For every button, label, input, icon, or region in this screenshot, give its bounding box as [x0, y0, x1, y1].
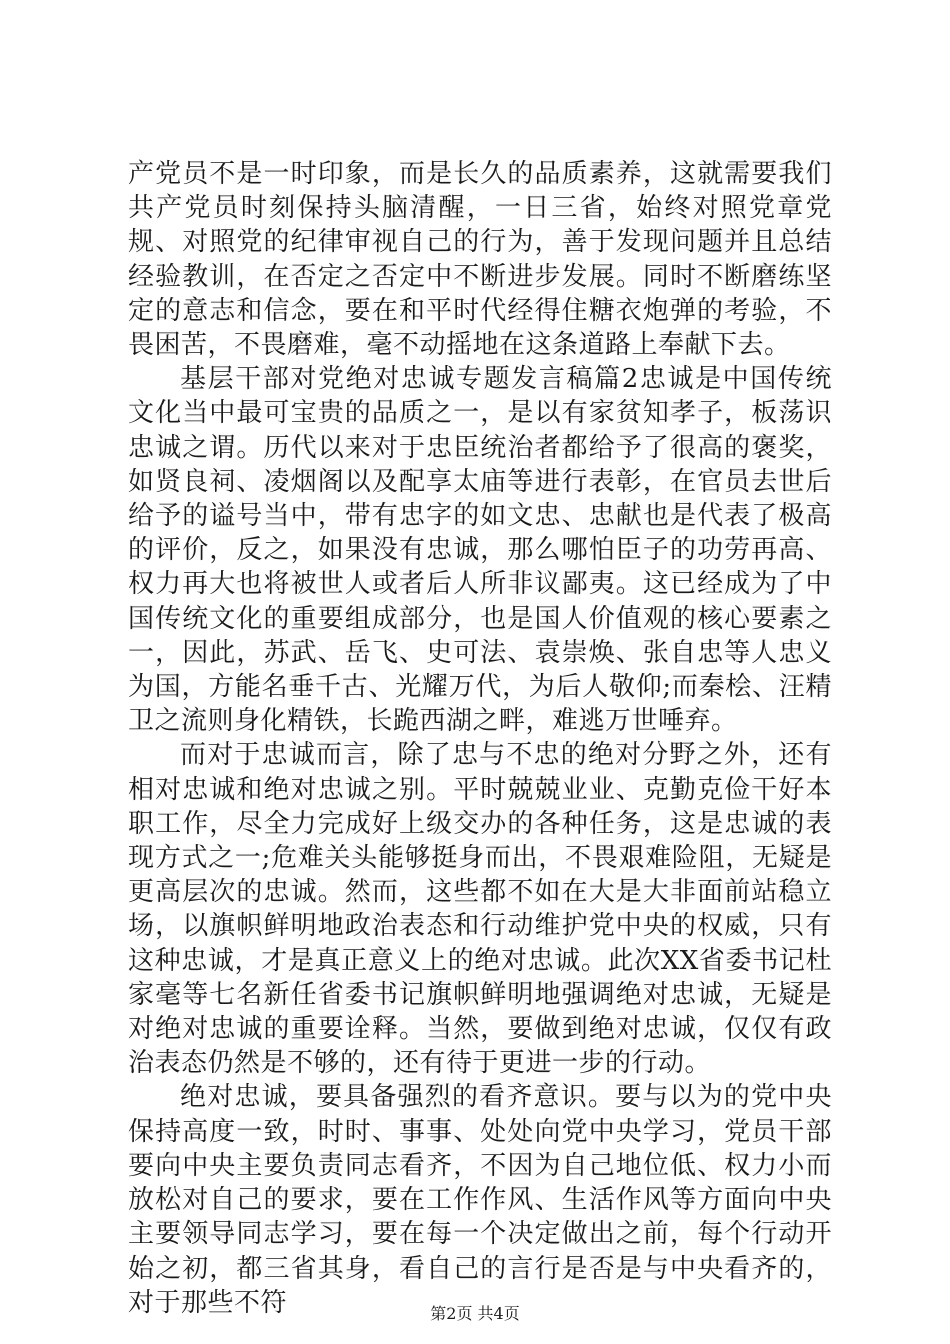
- paragraph-4: 绝对忠诚，要具备强烈的看齐意识。要与以为的党中央保持高度一致，时时、事事、处处向党中央学习，党员干部要向中央主要负责同志看齐，不因为自己地位低、权力小而放松对自己的要求，要在工作作风、生活作风等方面向中央主要领导同志学习，要在每一个决定做出之前，每个行动开始之初，都三省其身，看自己的言行是否是与中央看齐的，对于那些不符: [128, 1082, 832, 1318]
- paragraph-1: 产党员不是一时印象，而是长久的品质素养，这就需要我们共产党员时刻保持头脑清醒，一日三省，始终对照党章党规、对照党的纪律审视自己的行为，善于发现问题并且总结经验教训，在否定之否定中不断进步发展。同时不断磨练坚定的意志和信念，要在和平时代经得住糖衣炮弹的考验，不畏困苦，不畏磨难，毫不动摇地在这条道路上奉献下去。: [128, 159, 832, 361]
- paragraph-2: 基层干部对党绝对忠诚专题发言稿篇2忠诚是中国传统文化当中最可宝贵的品质之一，是以有家贫知孝子，板荡识忠诚之谓。历代以来对于忠臣统治者都给予了很高的褒奖，如贤良祠、凌烟阁以及配享太庙等进行表彰，在官员去世后给予的谥号当中，带有忠字的如文忠、忠献也是代表了极高的评价，反之，如果没有忠诚，那么哪怕臣子的功劳再高、权力再大也将被世人或者后人所非议鄙夷。这已经成为了中国传统文化的重要组成部分，也是国人价值观的核心要素之一，因此，苏武、岳飞、史可法、袁崇焕、张自忠等人忠义为国，方能名垂千古、光耀万代，为后人敬仰;而秦桧、汪精卫之流则身化精铁，长跪西湖之畔，难逃万世唾弃。: [128, 364, 832, 737]
- page-number-footer: 第2页 共4页: [430, 1304, 520, 1323]
- document-body: [128, 157, 832, 1320]
- paragraph-3: 而对于忠诚而言，除了忠与不忠的绝对分野之外，还有相对忠诚和绝对忠诚之别。平时兢兢业业、克勤克俭干好本职工作，尽全力完成好上级交办的各种任务，这是忠诚的表现方式之一;危难关头能够挺身而出，不畏艰难险阻，无疑是更高层次的忠诚。然而，这些都不如在大是大非面前站稳立场，以旗帜鲜明地政治表态和行动维护党中央的权威，只有这种忠诚，才是真正意义上的绝对忠诚。此次XX省委书记杜家毫等七名新任省委书记旗帜鲜明地强调绝对忠诚，无疑是对绝对忠诚的重要诠释。当然，要做到绝对忠诚，仅仅有政治表态仍然是不够的，还有待于更进一步的行动。: [128, 740, 832, 1079]
